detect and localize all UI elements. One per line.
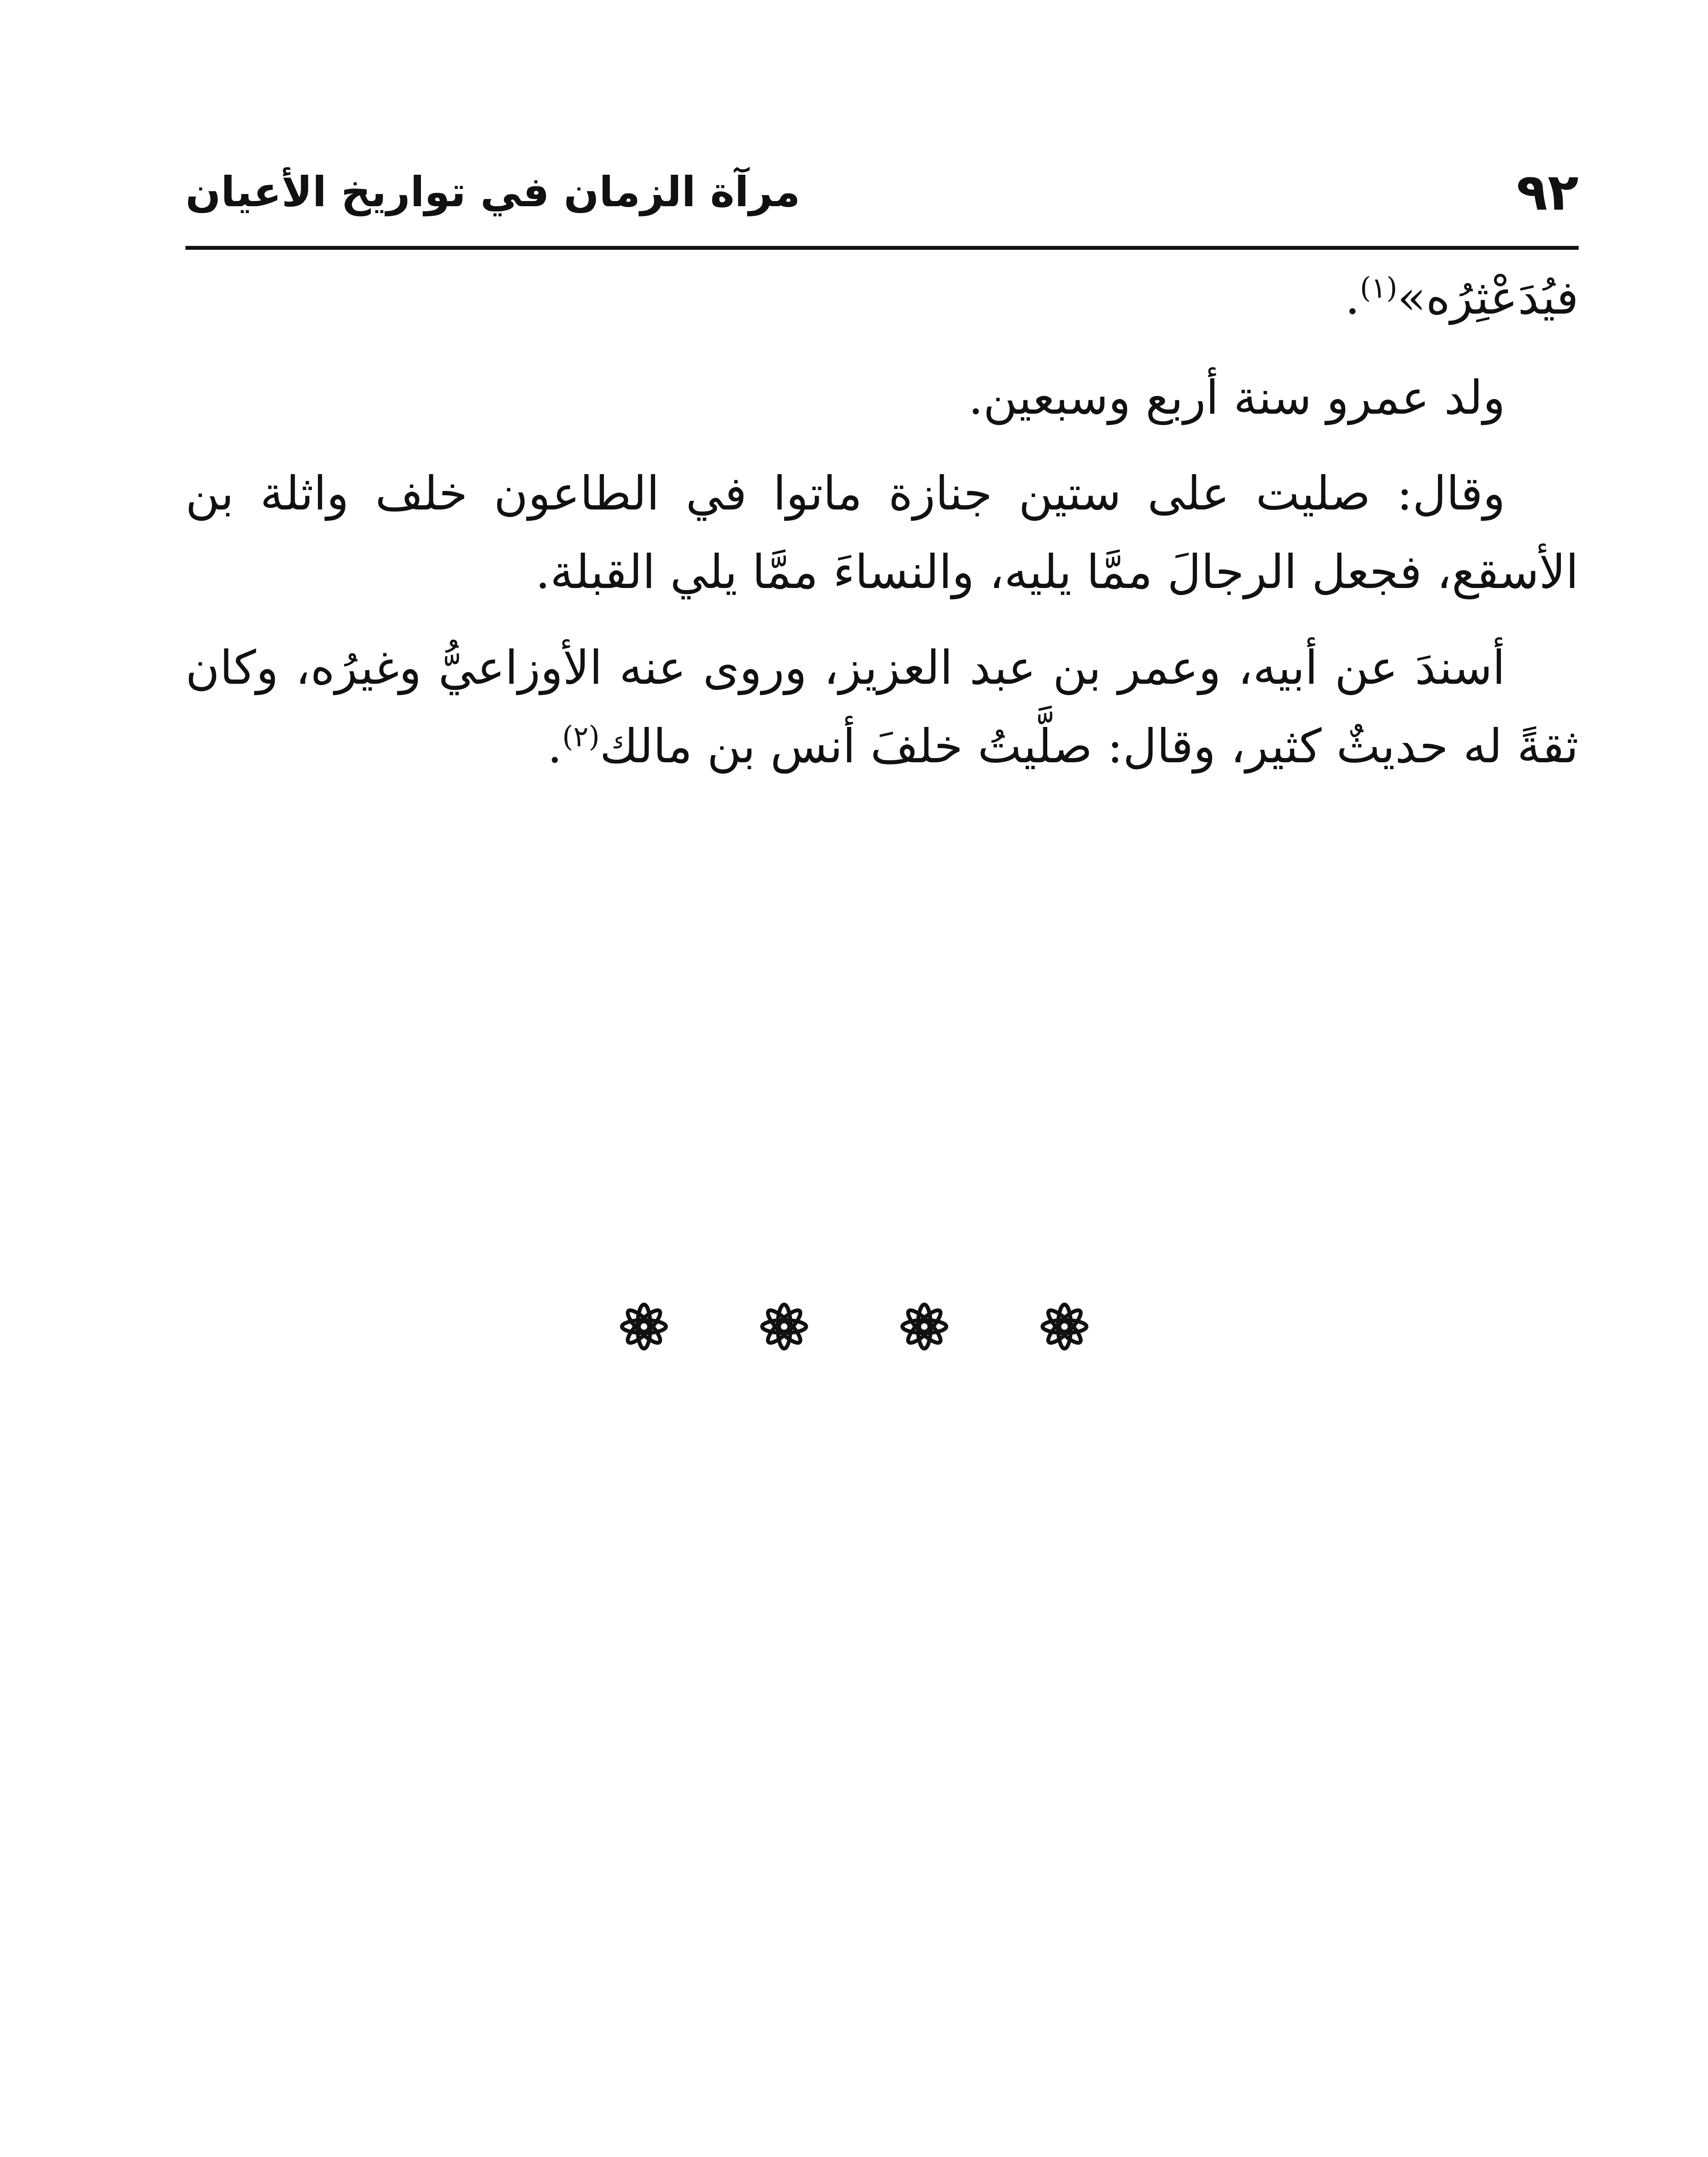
section-divider-ornaments (0, 1294, 1708, 1380)
running-header (185, 142, 1579, 242)
running-title: مرآة الزمان في تواريخ الأعيان (185, 168, 801, 216)
header-rule (185, 246, 1579, 250)
paragraph-continuation (185, 259, 1579, 337)
floral-ornament-icon (1032, 1294, 1097, 1359)
paragraph-end: . (547, 720, 562, 774)
footnote-reference[interactable]: (١) (1359, 271, 1397, 305)
paragraph-text: أسندَ عن أبيه، وعمر بن عبد العزيز، وروى عنه الأوزاعيُّ وغيرُه، وكان ثقةً له حديثٌ كثير، وقال: صلَّيتُ خلفَ أنس بن مالك (185, 641, 1579, 774)
paragraph-text: فيُدَعْثِرُه» (1397, 271, 1579, 325)
main-text (185, 259, 1579, 803)
floral-ornament-icon (752, 1294, 816, 1359)
floral-ornament-icon (612, 1294, 676, 1359)
footnote-reference[interactable]: (٢) (562, 720, 600, 753)
paragraph-funeral-prayer (185, 455, 1579, 612)
paragraph-end: . (1345, 271, 1360, 325)
paragraph-birth (185, 359, 1579, 437)
floral-ornament-icon (892, 1294, 957, 1359)
paragraph-narrators (185, 629, 1579, 786)
page-number: ٩٢ (1516, 162, 1579, 222)
paragraph-text: وقال: صليت على ستين جنازة ماتوا في الطاعون خلف واثلة بن الأسقع، فجعل الرجالَ ممَّا يليه، والنساءَ ممَّا يلي القبلة. (185, 467, 1579, 599)
paragraph-text: ولد عمرو سنة أربع وسبعين. (968, 371, 1505, 425)
